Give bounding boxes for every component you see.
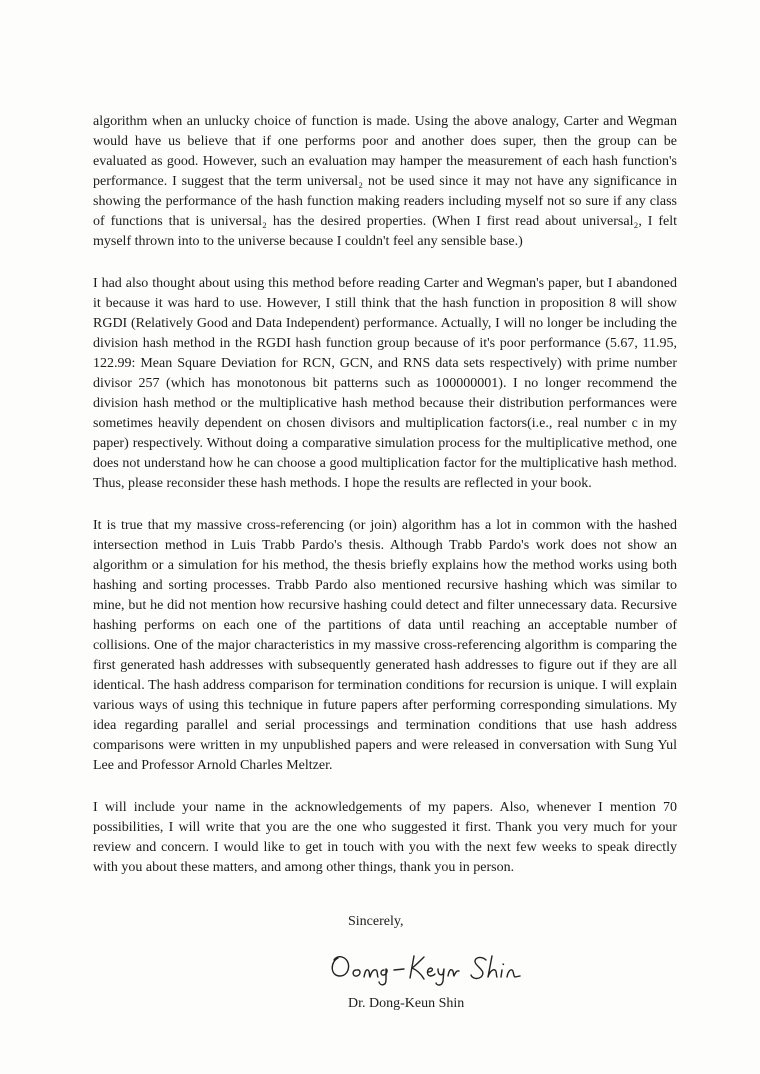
printed-name: Dr. Dong-Keun Shin (348, 996, 465, 1011)
paragraph-3: It is true that my massive cross-referencing (or join) algorithm has a lot in common with the hashed intersection method in Luis Trabb Pardo's thesis. Although Trabb Pardo's work does not show an algorithm or a simulation for his method, the thesis briefly explains how the method works using both hashing and sorting processes. Trabb Pardo also mentioned recursive hashing which was similar to mine, but he did not mention how recursive hashing could detect and filter unnecessary data. Recursive hashing performs on each one of the partitions of data until reaching an acceptable number of collisions. One of the major characteristics in my massive cross-referencing algorithm is comparing the first generated hash addresses with subsequently generated hash addresses to figure out if they are all identical. The hash address comparison for termination conditions for recursion is unique. I will explain various ways of using this technique in future papers after performing corresponding simulations. My idea regarding parallel and serial processings and termination conditions that use hash address comparisons were written in my unpublished papers and were released in conversation with Sung Yul Lee and Professor Arnold Charles Meltzer. (93, 518, 677, 773)
paragraph-1: algorithm when an unlucky choice of function is made. Using the above analogy, Carter and Wegman would have us believe that if one performs poor and another does super, then the group can be evaluated as good. However, such an evaluation may hamper the measurement of each hash function's performance. I suggest that the term universal₂ not be used since it may not have any significance in showing the performance of the hash function making readers including myself not so sure if any class of functions that is universal₂ has the desired properties. (When I first read about universal₂, I felt myself thrown into to the universe because I couldn't feel any sensible base.) (93, 114, 677, 249)
signature-drawing (326, 940, 566, 992)
closing-salutation: Sincerely, (348, 914, 404, 929)
handwritten-signature (348, 938, 648, 994)
paragraph-4: I will include your name in the acknowledgements of my papers. Also, whenever I mention 70 possibilities, I will write that you are the one who suggested it first. Thank you very much for your review and concern. I would like to get in touch with you with the next few weeks to speak directly with you about these matters, and among other things, thank you in person. (93, 800, 677, 875)
letter-body (93, 112, 677, 900)
paragraph-2: I had also thought about using this method before reading Carter and Wegman's paper, but I abandoned it because it was hard to use. However, I still think that the hash function in proposition 8 will show RGDI (Relatively Good and Data Independent) performance. Actually, I will no longer be including the division hash method in the RGDI hash function group because of it's poor performance (5.67, 11.95, 122.99: Mean Square Deviation for RCN, GCN, and RNS data sets respectively) with prime number divisor 257 (which has monotonous bit patterns such as 100000001). I no longer recommend the division hash method or the multiplicative hash method because their distribution performances were sometimes heavily dependent on chosen divisors and multiplication factors(i.e., real number c in my paper) respectively. Without doing a comparative simulation process for the multiplicative method, one does not understand how he can choose a good multiplication factor for the multiplicative hash method. Thus, please reconsider these hash methods. I hope the results are reflected in your book. (93, 276, 677, 491)
letter-closing (348, 912, 648, 1014)
